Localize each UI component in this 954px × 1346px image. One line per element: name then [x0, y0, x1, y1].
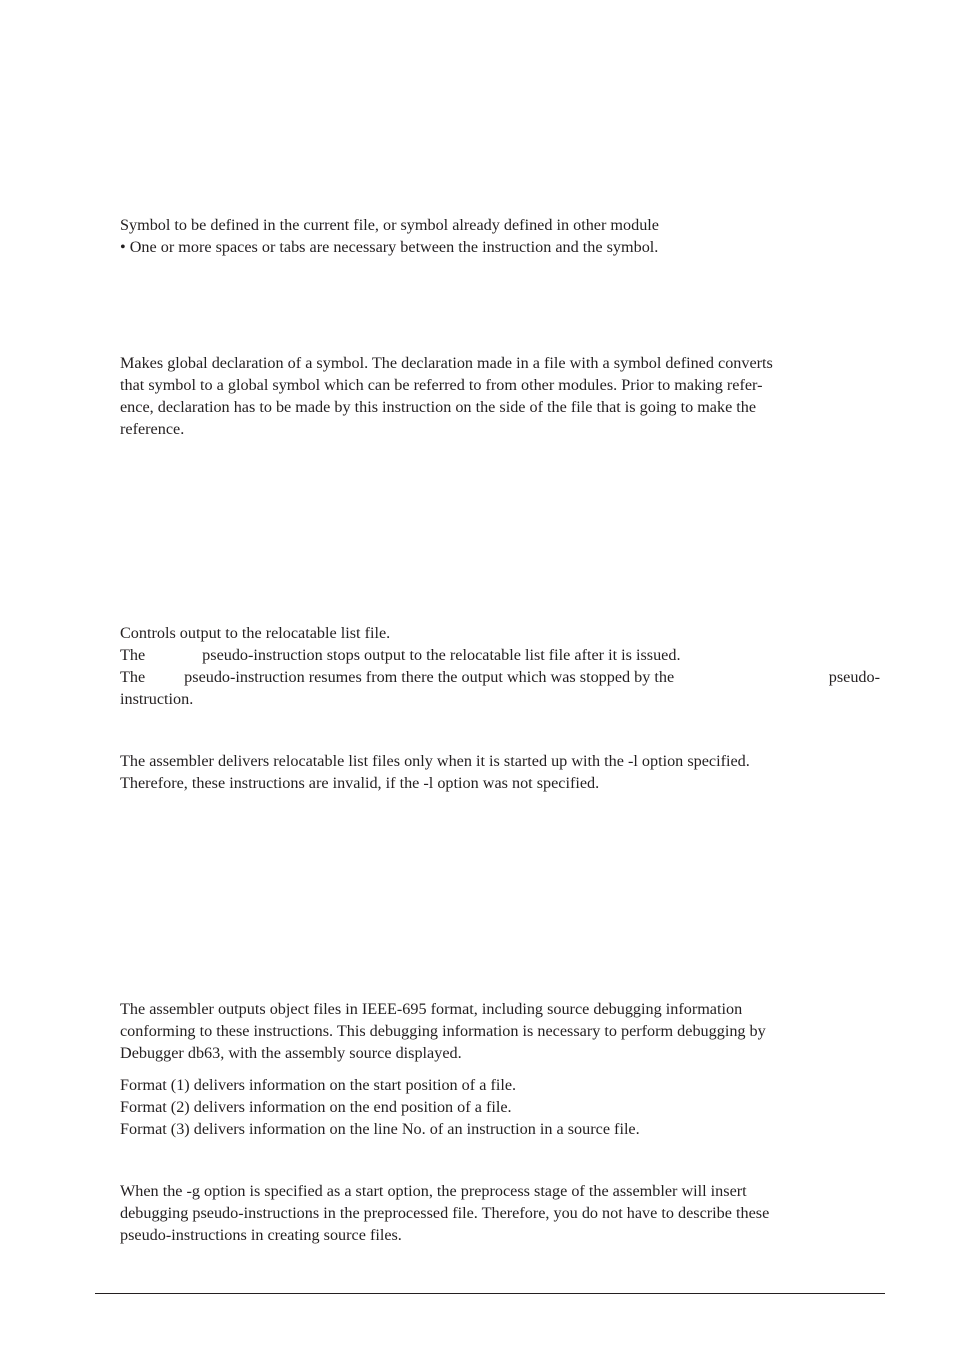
text-line: Controls output to the relocatable list file.: [120, 624, 391, 642]
text-line: reference.: [120, 420, 185, 438]
text-line: When the -g option is specified as a start option, the preprocess stage of the assembler will insert: [120, 1182, 747, 1200]
text-line: instruction.: [120, 690, 194, 708]
list-function-description: [120, 622, 880, 710]
text-line: • One or more spaces or tabs are necessary between the instruction and the symbol.: [120, 238, 659, 256]
text-line: conforming to these instructions. This debugging information is necessary to perform debugging by: [120, 1022, 766, 1040]
text-line: Therefore, these instructions are invalid, if the -l option was not specified.: [120, 774, 600, 792]
text-fragment: pseudo-instruction resumes from there the output which was stopped by the: [184, 668, 675, 686]
text-line: that symbol to a global symbol which can be referred to from other modules. Prior to making refer-: [120, 376, 763, 394]
text-fragment: pseudo-: [828, 668, 880, 686]
text-line: debugging pseudo-instructions in the preprocessed file. Therefore, you do not have to describe these: [120, 1204, 770, 1222]
debug-function-description: [120, 998, 880, 1064]
text-fragment: The: [120, 646, 146, 664]
text-line: The assembler outputs object files in IEEE-695 format, including source debugging information: [120, 1000, 743, 1018]
text-line: ence, declaration has to be made by this instruction on the side of the file that is going to make the: [120, 398, 757, 416]
global-function-description: [120, 352, 880, 440]
text-line: Debugger db63, with the assembly source displayed.: [120, 1044, 462, 1062]
text-fragment: pseudo-instruction stops output to the relocatable list file after it is issued.: [202, 646, 681, 664]
text-line: The assembler delivers relocatable list files only when it is started up with the -l option specified.: [120, 752, 750, 770]
text-line: [120, 666, 880, 688]
text-line: Format (1) delivers information on the start position of a file.: [120, 1076, 517, 1094]
footer-divider: [95, 1293, 885, 1294]
text-line: Format (2) delivers information on the end position of a file.: [120, 1098, 512, 1116]
text-line: Format (3) delivers information on the line No. of an instruction in a source file.: [120, 1120, 640, 1138]
format-descriptions: [120, 1074, 880, 1140]
operand-description: [120, 214, 880, 258]
text-fragment: The: [120, 668, 146, 686]
debug-note: [120, 1180, 880, 1246]
text-line: Makes global declaration of a symbol. The declaration made in a file with a symbol defined converts: [120, 354, 773, 372]
text-line: Symbol to be defined in the current file, or symbol already defined in other module: [120, 216, 659, 234]
text-line: pseudo-instructions in creating source files.: [120, 1226, 402, 1244]
list-note: [120, 750, 880, 794]
text-line: [120, 644, 880, 666]
